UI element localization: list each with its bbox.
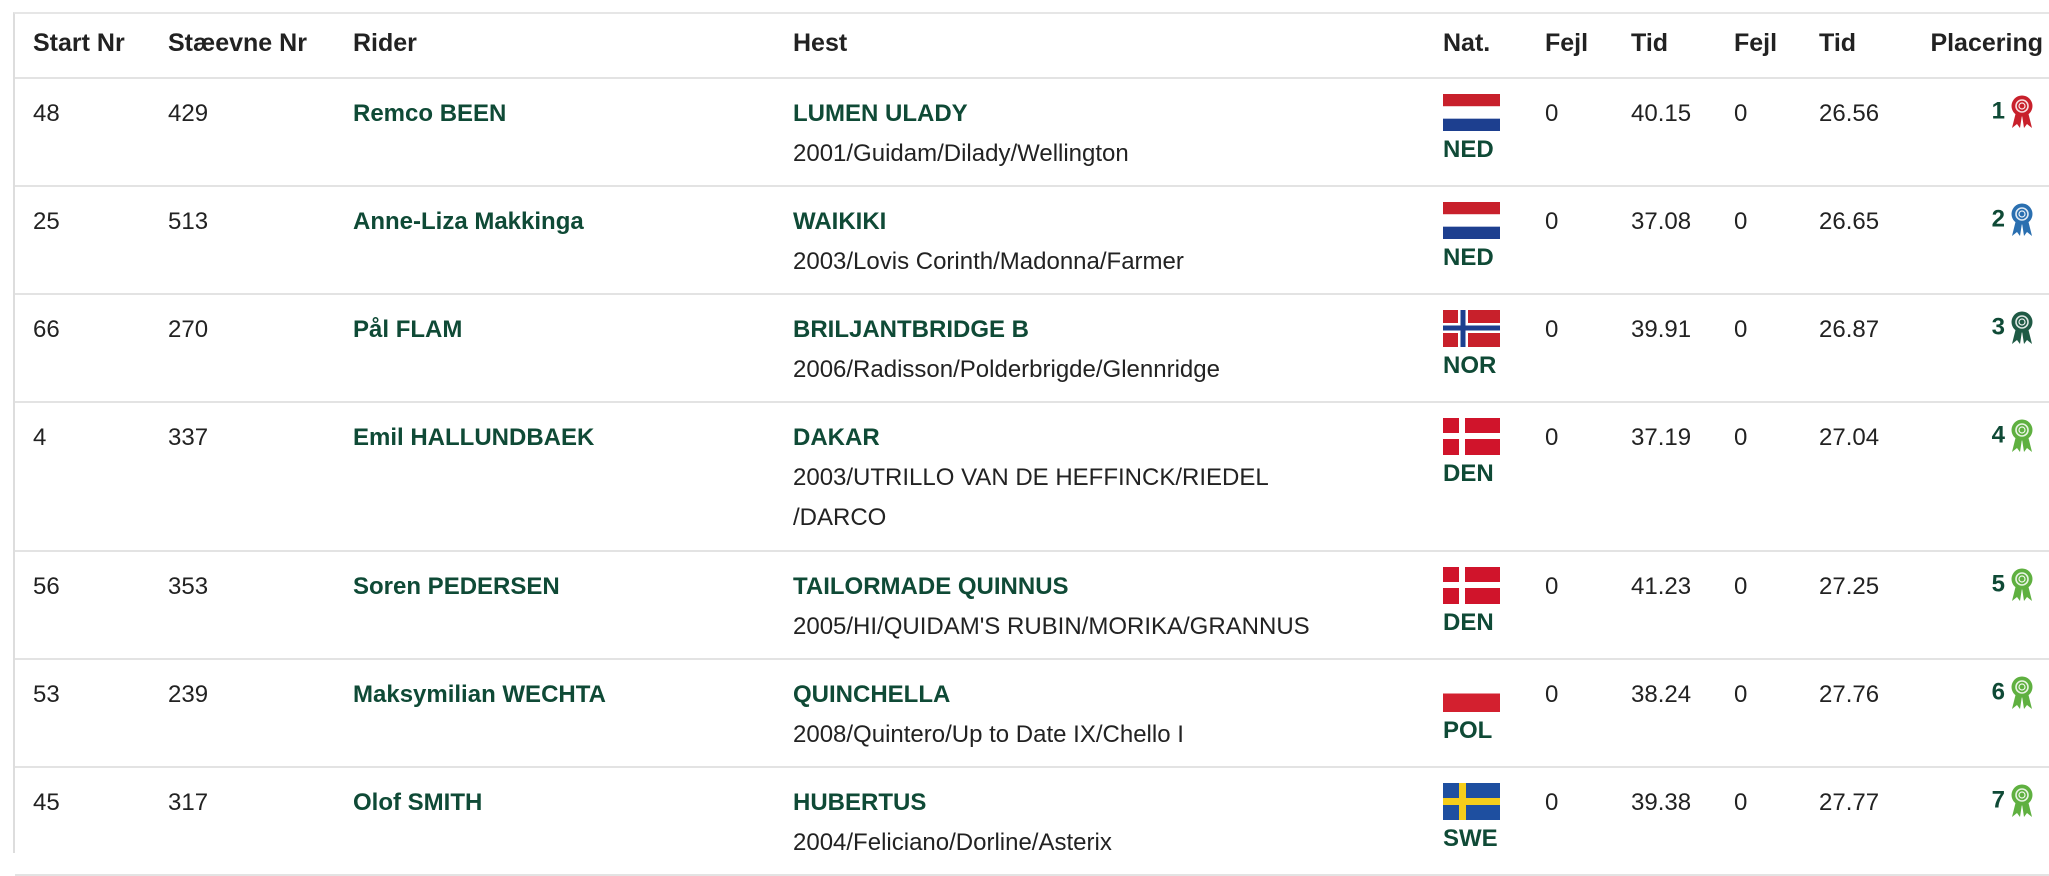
staevne-nr: 317 xyxy=(168,789,209,816)
tid-1: 37.19 xyxy=(1631,424,1692,451)
staevne-nr: 270 xyxy=(168,316,209,343)
table-row[interactable] xyxy=(15,660,2049,768)
staevne-nr: 429 xyxy=(168,100,209,127)
fejl-2: 0 xyxy=(1734,424,1748,451)
header-fejl-2[interactable]: Fejl xyxy=(1716,14,1801,79)
horse-link[interactable]: LUMEN ULADY xyxy=(793,100,968,127)
placering-number: 7 xyxy=(1991,786,2005,814)
fejl-2: 0 xyxy=(1734,316,1748,343)
nationality xyxy=(1425,403,1527,550)
tid-1: 37.08 xyxy=(1631,208,1692,235)
flag-ned-icon xyxy=(1443,94,1500,131)
placering xyxy=(1906,660,2049,766)
horse-link[interactable]: QUINCHELLA xyxy=(793,681,951,708)
flag-ned-icon xyxy=(1443,202,1500,239)
horse-link[interactable]: HUBERTUS xyxy=(793,789,927,816)
header-tid-2[interactable]: Tid xyxy=(1801,14,1906,79)
nationality xyxy=(1425,660,1527,766)
start-nr: 25 xyxy=(33,208,60,235)
table-row[interactable] xyxy=(15,187,2049,295)
tid-1: 38.24 xyxy=(1631,681,1692,708)
header-fejl-1[interactable]: Fejl xyxy=(1527,14,1613,79)
staevne-nr: 239 xyxy=(168,681,209,708)
horse-cell xyxy=(775,295,1425,401)
tid-2: 27.04 xyxy=(1819,424,1880,451)
results-table xyxy=(13,12,2049,856)
rosette-ribbon-icon xyxy=(2009,311,2035,345)
tid-2: 26.56 xyxy=(1819,100,1880,127)
rosette-ribbon-icon xyxy=(2009,95,2035,129)
placering-number: 5 xyxy=(1991,570,2005,598)
start-nr: 45 xyxy=(33,789,60,816)
placering-number: 3 xyxy=(1991,313,2005,341)
horse-info: 2003/UTRILLO VAN DE HEFFINCK/RIEDEL /DARCO xyxy=(793,464,1268,531)
rider-link[interactable]: Remco BEEN xyxy=(353,100,507,127)
flag-den-icon xyxy=(1443,418,1500,455)
rosette-ribbon-icon xyxy=(2009,203,2035,237)
tid-1: 39.38 xyxy=(1631,789,1692,816)
nation-code[interactable]: DEN xyxy=(1443,460,1494,487)
flag-nor-icon xyxy=(1443,310,1500,347)
rider-link[interactable]: Maksymilian WECHTA xyxy=(353,681,606,708)
rider-link[interactable]: Olof SMITH xyxy=(353,789,483,816)
rider-link[interactable]: Emil HALLUNDBAEK xyxy=(353,424,595,451)
fejl-2: 0 xyxy=(1734,789,1748,816)
placering-number: 2 xyxy=(1991,205,2005,233)
placering xyxy=(1906,295,2049,401)
table-row[interactable] xyxy=(15,768,2049,876)
horse-info: 2004/Feliciano/Dorline/Asterix xyxy=(793,829,1112,856)
horse-cell xyxy=(775,187,1425,293)
header-hest[interactable]: Hest xyxy=(775,14,1425,79)
flag-swe-icon xyxy=(1443,783,1500,820)
tid-1: 40.15 xyxy=(1631,100,1692,127)
placering xyxy=(1906,403,2049,550)
rider-link[interactable]: Pål FLAM xyxy=(353,316,463,343)
fejl-1: 0 xyxy=(1545,789,1559,816)
rosette-ribbon-icon xyxy=(2009,568,2035,602)
start-nr: 56 xyxy=(33,573,60,600)
fejl-2: 0 xyxy=(1734,100,1748,127)
placering-number: 6 xyxy=(1991,678,2005,706)
rider-link[interactable]: Soren PEDERSEN xyxy=(353,573,560,600)
horse-cell xyxy=(775,552,1425,658)
fejl-2: 0 xyxy=(1734,208,1748,235)
header-rider[interactable]: Rider xyxy=(335,14,775,79)
horse-info: 2003/Lovis Corinth/Madonna/Farmer xyxy=(793,248,1184,275)
tid-2: 27.76 xyxy=(1819,681,1880,708)
tid-2: 27.77 xyxy=(1819,789,1880,816)
table-row[interactable] xyxy=(15,295,2049,403)
nationality xyxy=(1425,79,1527,185)
fejl-1: 0 xyxy=(1545,681,1559,708)
horse-cell xyxy=(775,403,1425,550)
start-nr: 66 xyxy=(33,316,60,343)
fejl-2: 0 xyxy=(1734,681,1748,708)
tid-1: 41.23 xyxy=(1631,573,1692,600)
table-row[interactable] xyxy=(15,79,2049,187)
nationality xyxy=(1425,187,1527,293)
placering-number: 1 xyxy=(1991,97,2005,125)
table-header xyxy=(15,14,2049,79)
placering xyxy=(1906,79,2049,185)
nation-code[interactable]: NED xyxy=(1443,136,1494,163)
nation-code[interactable]: POL xyxy=(1443,717,1493,744)
nation-code[interactable]: NOR xyxy=(1443,352,1497,379)
fejl-1: 0 xyxy=(1545,424,1559,451)
start-nr: 48 xyxy=(33,100,60,127)
nation-code[interactable]: DEN xyxy=(1443,609,1494,636)
horse-info: 2001/Guidam/Dilady/Wellington xyxy=(793,140,1129,167)
horse-link[interactable]: BRILJANTBRIDGE B xyxy=(793,316,1030,343)
header-nat[interactable]: Nat. xyxy=(1425,14,1527,79)
fejl-1: 0 xyxy=(1545,316,1559,343)
table-row[interactable] xyxy=(15,552,2049,660)
horse-info: 2006/Radisson/Polderbrigde/Glennridge xyxy=(793,356,1220,383)
staevne-nr: 337 xyxy=(168,424,209,451)
flag-pol-icon xyxy=(1443,675,1500,712)
fejl-1: 0 xyxy=(1545,573,1559,600)
tid-2: 26.87 xyxy=(1819,316,1880,343)
tid-2: 26.65 xyxy=(1819,208,1880,235)
table-row[interactable] xyxy=(15,403,2049,552)
start-nr: 53 xyxy=(33,681,60,708)
fejl-1: 0 xyxy=(1545,208,1559,235)
placering-number: 4 xyxy=(1991,421,2005,449)
horse-link[interactable]: DAKAR xyxy=(793,424,880,451)
nationality xyxy=(1425,295,1527,401)
staevne-nr: 353 xyxy=(168,573,209,600)
horse-cell xyxy=(775,768,1425,874)
placering xyxy=(1906,552,2049,658)
flag-den-icon xyxy=(1443,567,1500,604)
table-body xyxy=(15,79,2049,876)
horse-link[interactable]: WAIKIKI xyxy=(793,208,887,235)
horse-cell xyxy=(775,660,1425,766)
placering xyxy=(1906,187,2049,293)
header-placering[interactable]: Placering xyxy=(1906,14,2049,79)
rosette-ribbon-icon xyxy=(2009,676,2035,710)
staevne-nr: 513 xyxy=(168,208,209,235)
nation-code[interactable]: NED xyxy=(1443,244,1494,271)
nationality xyxy=(1425,768,1527,874)
rider-link[interactable]: Anne-Liza Makkinga xyxy=(353,208,584,235)
header-staevne-nr[interactable]: Stæevne Nr xyxy=(150,14,335,79)
rosette-ribbon-icon xyxy=(2009,419,2035,453)
header-start-nr[interactable]: Start Nr xyxy=(15,14,150,79)
horse-info: 2008/Quintero/Up to Date IX/Chello I xyxy=(793,721,1184,748)
start-nr: 4 xyxy=(33,424,47,451)
tid-2: 27.25 xyxy=(1819,573,1880,600)
nationality xyxy=(1425,552,1527,658)
tid-1: 39.91 xyxy=(1631,316,1692,343)
fejl-2: 0 xyxy=(1734,573,1748,600)
header-tid-1[interactable]: Tid xyxy=(1613,14,1716,79)
horse-info: 2005/HI/QUIDAM'S RUBIN/MORIKA/GRANNUS xyxy=(793,613,1310,640)
rosette-ribbon-icon xyxy=(2009,784,2035,818)
fejl-1: 0 xyxy=(1545,100,1559,127)
nation-code[interactable]: SWE xyxy=(1443,825,1498,852)
placering xyxy=(1906,768,2049,874)
horse-cell xyxy=(775,79,1425,185)
horse-link[interactable]: TAILORMADE QUINNUS xyxy=(793,573,1069,600)
